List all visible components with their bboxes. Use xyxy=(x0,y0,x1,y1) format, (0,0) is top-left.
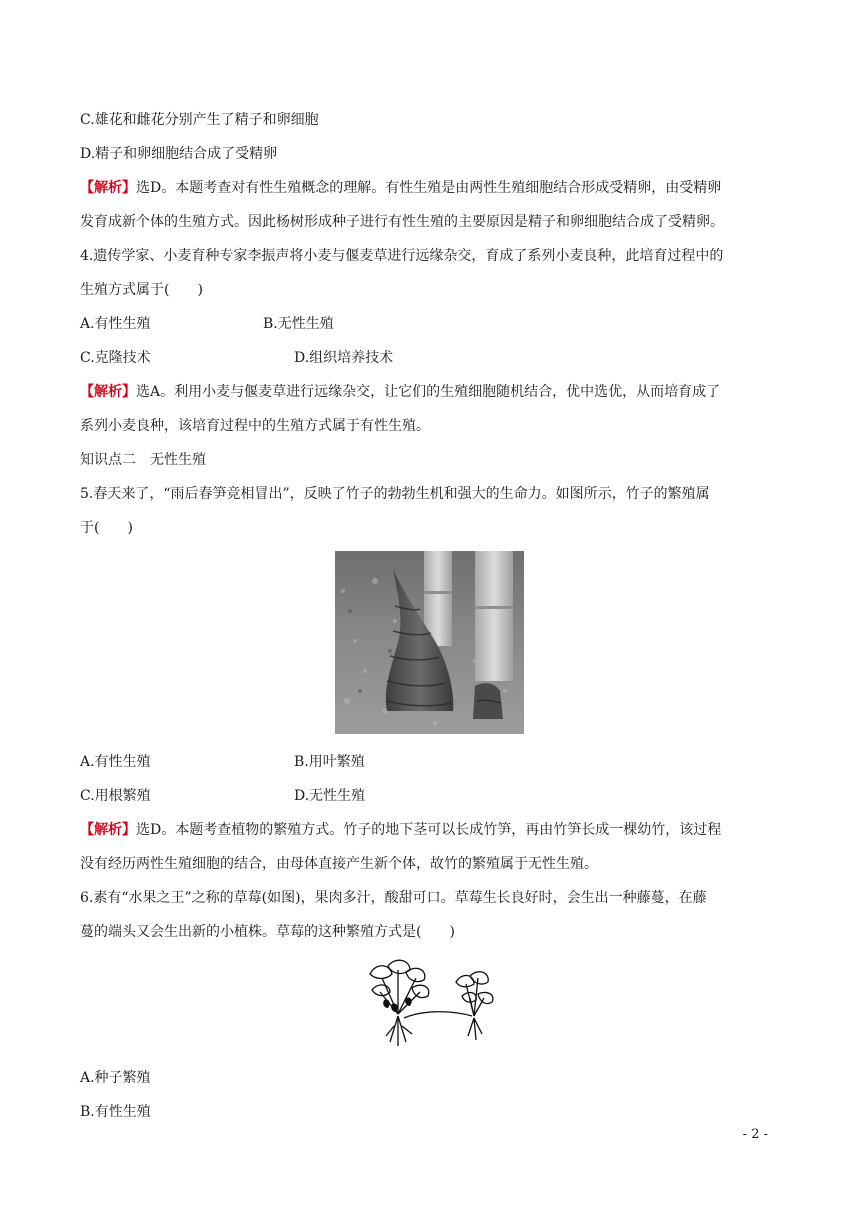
q6-stem-line1: 6.素有“水果之王”之称的草莓(如图)，果肉多汁，酸甜可口。草莓生长良好时，会生出一种藤蔓，在藤 xyxy=(80,890,707,906)
q5-answer-line1 xyxy=(80,820,721,840)
q4-answer-line2: 系列小麦良种，该培育过程中的生殖方式属于有性生殖。 xyxy=(80,418,430,434)
q4-stem-line1: 4.遗传学家、小麦育种专家李振声将小麦与偃麦草进行远缘杂交，育成了系列小麦良种，此培育过程中的 xyxy=(80,248,724,264)
page-number: - 2 - xyxy=(742,1127,768,1142)
analysis-tag: 【解析】 xyxy=(80,180,136,196)
q5-option-b: B.用叶繁殖 xyxy=(294,754,365,770)
q5-answer-text1: 选D。本题考查植物的繁殖方式。竹子的地下茎可以长成竹笋，再由竹笋长成一棵幼竹，该过程 xyxy=(136,822,722,838)
q3-option-d: D.精子和卵细胞结合成了受精卵 xyxy=(80,146,278,162)
q6-option-a: A.种子繁殖 xyxy=(80,1070,151,1086)
analysis-tag: 【解析】 xyxy=(80,822,136,838)
q4-option-d: D.组织培养技术 xyxy=(294,350,394,366)
q4-stem-line2: 生殖方式属于( ) xyxy=(80,282,203,298)
q5-answer-line2: 没有经历两性生殖细胞的结合，由母体直接产生新个体，故竹的繁殖属于无性生殖。 xyxy=(80,856,598,872)
q5-stem-line1: 5.春天来了，“雨后春笋竞相冒出”，反映了竹子的勃勃生机和强大的生命力。如图所示，竹子的繁殖属 xyxy=(80,486,710,502)
q4-option-c: C.克隆技术 xyxy=(80,350,151,366)
bamboo-shoot-photo xyxy=(335,551,524,734)
q5-stem-line2: 于( ) xyxy=(80,520,133,536)
q5-option-a: A.有性生殖 xyxy=(80,754,151,770)
q4-option-a: A.有性生殖 xyxy=(80,316,151,332)
q5-option-c: C.用根繁殖 xyxy=(80,788,151,804)
q5-option-d: D.无性生殖 xyxy=(294,788,366,804)
q6-stem-line2: 蔓的端头又会生出新的小植株。草莓的这种繁殖方式是( ) xyxy=(80,924,455,940)
section-heading: 知识点二 无性生殖 xyxy=(80,452,206,468)
analysis-tag: 【解析】 xyxy=(80,384,136,400)
q4-answer-text1: 选A。利用小麦与偃麦草进行远缘杂交，让它们的生殖细胞随机结合，优中选优，从而培育成了 xyxy=(136,384,721,400)
strawberry-plant-drawing xyxy=(362,956,502,1051)
q3-answer-line2: 发育成新个体的生殖方式。因此杨树形成种子进行有性生殖的主要原因是精子和卵细胞结合成了受精卵。 xyxy=(80,214,724,230)
q4-answer-line1 xyxy=(80,382,720,402)
q4-option-b: B.无性生殖 xyxy=(263,316,334,332)
q3-answer-line1 xyxy=(80,178,721,198)
q6-option-b: B.有性生殖 xyxy=(80,1104,151,1120)
q3-option-c: C.雄花和雌花分别产生了精子和卵细胞 xyxy=(80,112,319,128)
q3-answer-text1: 选D。本题考查对有性生殖概念的理解。有性生殖是由两性生殖细胞结合形成受精卵，由受精卵 xyxy=(136,180,722,196)
